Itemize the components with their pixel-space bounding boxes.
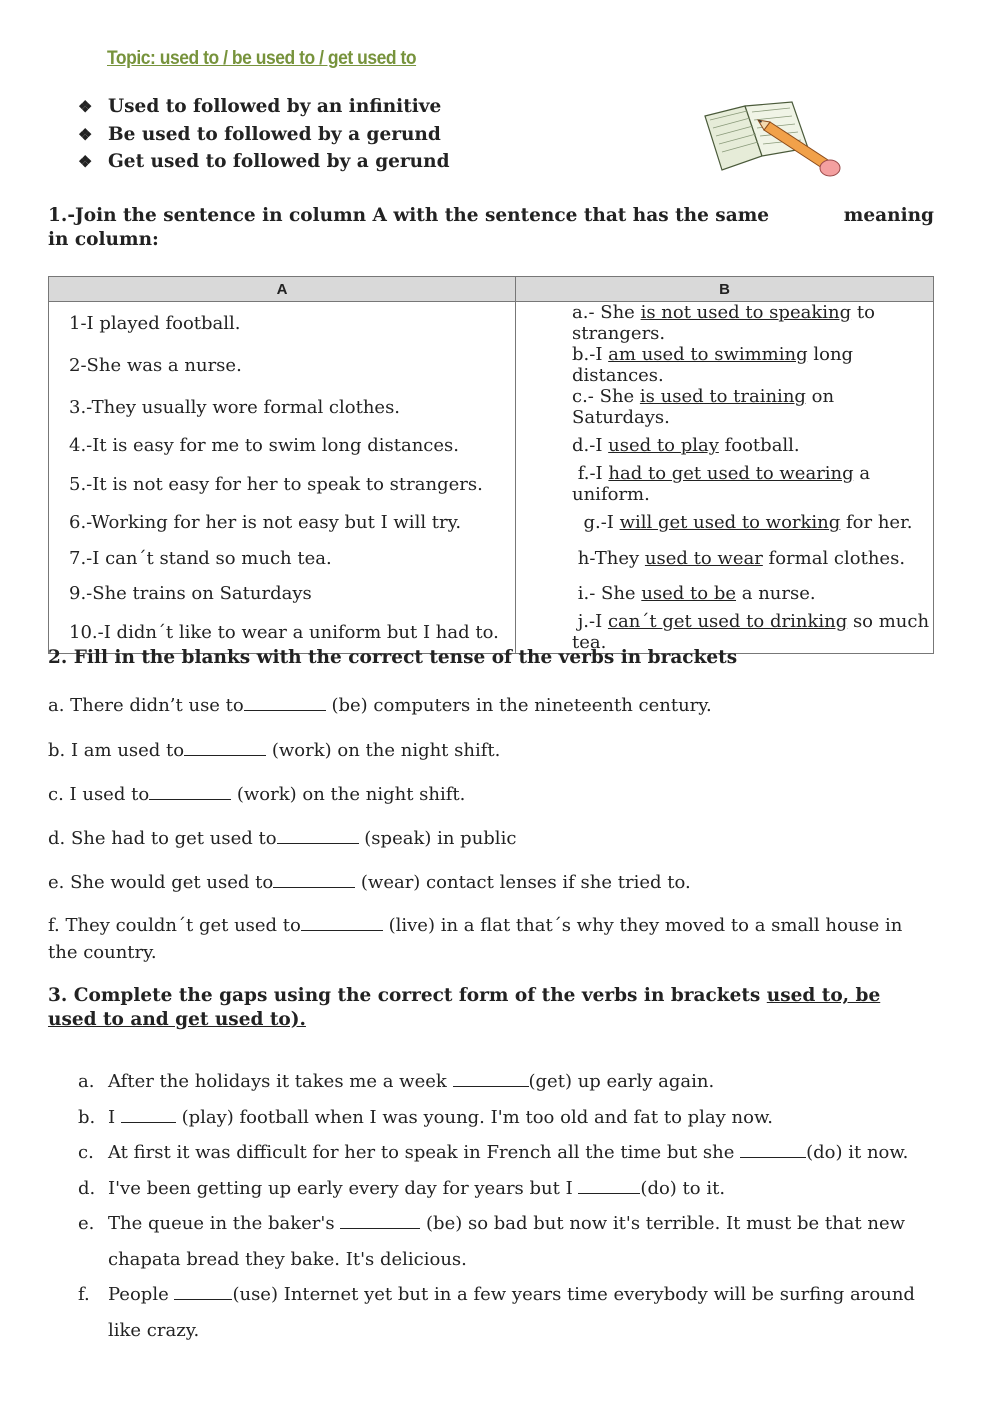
matching-table — [48, 276, 934, 654]
column-b-sentence: a.- She is not used to speaking to strangers. — [516, 302, 934, 345]
column-a-sentence: 6.-Working for her is not easy but I will try. — [49, 505, 516, 540]
column-b-header: B — [516, 277, 934, 302]
column-a-sentence: 2-She was a nurse. — [49, 344, 516, 386]
column-a-sentence: 4.-It is easy for me to swim long distances. — [49, 428, 516, 463]
diamond-bullet-icon: ❖ — [78, 124, 93, 144]
fill-item: d. She had to get used to (speak) in public — [48, 828, 517, 849]
column-b-sentence: f.-I had to get used to wearing a uniform. — [516, 463, 934, 505]
column-b-sentence: d.-I used to play football. — [516, 428, 934, 463]
fill-item: b. I am used to (work) on the night shift. — [48, 740, 501, 761]
column-a-sentence: 5.-It is not easy for her to speak to strangers. — [49, 463, 516, 505]
item-letter: e. — [78, 1213, 95, 1234]
column-b-sentence: i.- She used to be a nurse. — [516, 576, 934, 611]
answer-blank[interactable] — [453, 1072, 529, 1087]
table-row — [49, 505, 934, 540]
fill-item: a. There didn’t use to (be) computers in the nineteenth century. — [48, 695, 712, 716]
column-a-header: A — [49, 277, 516, 302]
rules-list — [78, 96, 450, 179]
answer-blank[interactable] — [174, 1285, 232, 1300]
column-b-sentence: h-They used to wear formal clothes. — [516, 541, 934, 576]
table-row — [49, 302, 934, 345]
column-b-sentence: c.- She is used to training on Saturdays. — [516, 386, 934, 428]
section-2-title: 2. Fill in the blanks with the correct tense of the verbs in brackets — [48, 647, 738, 668]
list-item: b. I (play) football when I was young. I'm too old and fat to play now. — [78, 1100, 938, 1136]
rule-item: ❖ Used to followed by an infinitive — [78, 96, 442, 117]
diamond-bullet-icon: ❖ — [78, 97, 93, 116]
list-item: e. The queue in the baker's (be) so bad but now it's terrible. It must be that new chapata bread they bake. It's delicious. — [78, 1206, 938, 1277]
rule-item: ❖ Get used to followed by a gerund — [78, 151, 450, 172]
rule-item: ❖ Be used to followed by a gerund — [78, 123, 441, 145]
fill-item: e. She would get used to (wear) contact lenses if she tried to. — [48, 872, 691, 893]
diamond-bullet-icon: ❖ — [78, 152, 93, 171]
book-and-pencil-icon — [700, 98, 845, 178]
list-item: f. People (use) Internet yet but in a few years time everybody will be surfing around like crazy. — [78, 1277, 938, 1348]
answer-blank[interactable] — [244, 696, 326, 711]
fill-item: c. I used to (work) on the night shift. — [48, 784, 466, 805]
column-a-sentence: 10.-I didn´t like to wear a uniform but I had to. — [49, 611, 516, 654]
answer-blank[interactable] — [277, 829, 359, 844]
answer-blank[interactable] — [273, 873, 355, 888]
answer-blank[interactable] — [340, 1214, 420, 1229]
table-row — [49, 463, 934, 505]
list-item: a. After the holidays it takes me a week (get) up early again. — [78, 1064, 938, 1100]
column-a-sentence: 3.-They usually wore formal clothes. — [49, 386, 516, 428]
answer-blank[interactable] — [301, 916, 383, 931]
column-b-sentence: g.-I will get used to working for her. — [516, 505, 934, 540]
section-1-title: 1.-Join the sentence in column A with the sentence that has the same meaning in column: — [48, 205, 934, 250]
item-letter: b. — [78, 1106, 96, 1128]
table-row — [49, 344, 934, 386]
section-3-title: 3. Complete the gaps using the correct form of the verbs in brackets used to, be used to and get used to). — [48, 985, 881, 1030]
item-letter: d. — [78, 1177, 96, 1199]
topic-title: Topic: used to / be used to / get used to — [107, 48, 417, 69]
column-b-sentence: j.-I can´t get used to drinking so much tea. — [516, 611, 934, 654]
answer-blank[interactable] — [149, 785, 231, 800]
answer-blank[interactable] — [740, 1143, 806, 1158]
answer-blank[interactable] — [578, 1179, 640, 1194]
column-a-sentence: 7.-I can´t stand so much tea. — [49, 541, 516, 576]
column-b-sentence: b.-I am used to swimming long distances. — [516, 344, 934, 386]
item-letter: c. — [78, 1142, 94, 1163]
column-a-sentence: 1-I played football. — [49, 302, 516, 345]
list-item: c. At first it was difficult for her to speak in French all the time but she (do) it now. — [78, 1135, 938, 1171]
table-row — [49, 541, 934, 576]
item-letter: f. — [78, 1284, 90, 1305]
answer-blank[interactable] — [184, 741, 266, 756]
list-item: d. I've been getting up early every day for years but I (do) to it. — [78, 1171, 938, 1207]
item-letter: a. — [78, 1071, 95, 1092]
table-row — [49, 386, 934, 428]
answer-blank[interactable] — [121, 1108, 176, 1123]
fill-item: f. They couldn´t get used to (live) in a flat that´s why they moved to a small house in the country. — [48, 915, 903, 963]
table-row — [49, 428, 934, 463]
table-row — [49, 576, 934, 611]
column-a-sentence: 9.-She trains on Saturdays — [49, 576, 516, 611]
gap-exercise-list — [78, 1064, 938, 1348]
